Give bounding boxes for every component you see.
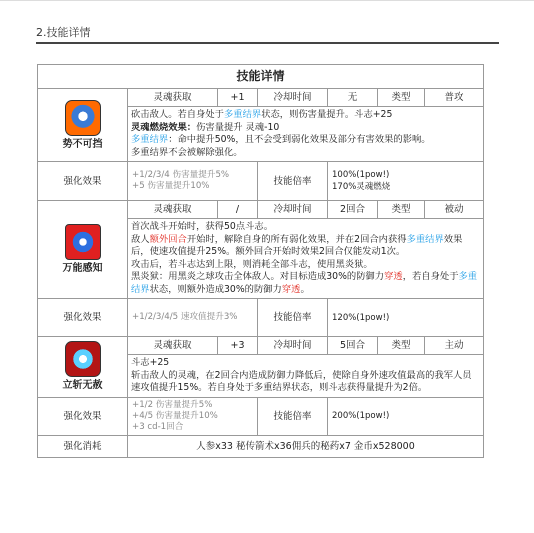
skill-2-enhance-label: 强化效果	[38, 299, 128, 337]
skill-1-cd-label: 冷却时间	[258, 89, 328, 107]
skill-2-enhance-effects	[128, 299, 258, 337]
text-span: 斗志+25	[131, 357, 170, 368]
line-item: 200%(1pow!)	[332, 411, 390, 421]
skill-2-header	[38, 201, 128, 299]
text-span: 多重结界不会被解除强化。	[131, 146, 243, 158]
text-span: 开始时，解除自身的所有弱化效果，并在2回合内获得	[186, 233, 407, 245]
section-title: 2.技能详情	[36, 26, 91, 39]
skill-detail-table	[37, 64, 484, 458]
line-item: 170%灵魂燃烧	[332, 182, 391, 192]
text-span: 斩击敌人的灵魂，在2回合内造成防御力降低后，使除自身外速攻值最高的我军人员速攻值提升15%。若自身处于多重结界状态，则斗志获得量提升为2倍。	[131, 369, 472, 393]
skill-1-rate-label: 技能倍率	[258, 162, 328, 201]
skill-2-icon	[65, 224, 101, 260]
skill-1-enhance-effects	[128, 162, 258, 201]
skill-3-cd-label: 冷却时间	[258, 337, 328, 355]
skill-2-cd-label: 冷却时间	[258, 201, 328, 219]
keyword-red: 额外回合	[149, 233, 187, 245]
skill-1-type-value: 普攻	[425, 89, 484, 107]
text-span: 砍击敌人。若自身处于	[131, 109, 224, 120]
skill-2-description	[128, 219, 484, 299]
description-line	[131, 122, 480, 135]
description-line	[131, 271, 480, 296]
line-item: +1/2/3/4/5 速攻值提升3%	[132, 312, 238, 322]
skill-2-rate-values	[328, 299, 484, 337]
line-item: +3 cd-1回合	[132, 421, 184, 432]
description-line	[131, 221, 480, 234]
line-item: 100%(1pow!)	[332, 170, 390, 180]
skill-3-icon	[65, 341, 101, 377]
keyword-red: 穿透	[384, 271, 403, 282]
skill-1-icon	[65, 100, 101, 136]
skill-3-enhance-effects	[128, 397, 258, 435]
keyword-blue: 多重结界	[406, 233, 444, 245]
skill-2-soul-value: /	[218, 201, 258, 219]
keyword-bold: 灵魂燃烧效果：	[131, 121, 197, 133]
skill-3-type-label: 类型	[378, 337, 425, 355]
skill-3-description	[128, 355, 484, 398]
cost-value: 人参x33 秘传箭术x36佣兵的秘药x7 金币x528000	[128, 435, 484, 457]
line-item: +1/2 伤害量提升5%	[132, 399, 213, 410]
skill-3-rate-label: 技能倍率	[258, 397, 328, 435]
skill-1-soul-label: 灵魂获取	[128, 89, 218, 107]
description-line	[131, 234, 480, 259]
description-line	[131, 370, 480, 395]
text-span: 敌人	[131, 233, 150, 245]
skill-1-soul-value: +1	[218, 89, 258, 107]
skill-3-type-value: 主动	[425, 337, 484, 355]
skill-3-soul-value: +3	[218, 337, 258, 355]
top-divider	[0, 0, 534, 6]
text-span: ：命中提升50%，且不会受到弱化效果及部分有害效果的影响。	[168, 134, 431, 145]
text-span: 。	[300, 283, 310, 295]
keyword-blue: 多重结界	[131, 271, 478, 295]
text-span: 效果后，使速攻值提升25%。额外回合开始时效果2回合仅能发动1次。	[131, 233, 463, 257]
skill-1-description	[128, 107, 484, 162]
description-line	[131, 357, 480, 370]
skill-2-type-value: 被动	[425, 201, 484, 219]
skill-3-enhance-label: 强化效果	[38, 397, 128, 435]
text-span: 攻击后，若斗志达到上限，则消耗全部斗志，使用黑炎狱。	[131, 258, 373, 270]
skill-1-header	[38, 89, 128, 162]
skill-2-name: 万能感知	[62, 263, 103, 274]
line-item: 120%(1pow!)	[332, 312, 390, 323]
keyword-blue: 多重结界	[223, 109, 262, 120]
skill-2-cd-value: 2回合	[328, 201, 378, 219]
keyword-blue: 多重结界	[131, 134, 169, 145]
skill-1-rate-values	[328, 162, 484, 201]
skill-3-cd-value: 5回合	[328, 337, 378, 355]
line-item: +1/2/3/4 伤害量提升5%	[132, 170, 230, 180]
text-span: 状态，则伤害量提升。斗志+25	[261, 109, 393, 120]
skill-3-header	[38, 337, 128, 398]
skill-1-type-label: 类型	[378, 89, 425, 107]
description-line	[131, 109, 480, 122]
text-span: 首次战斗开始时，获得50点斗志。	[131, 221, 273, 232]
text-span: 状态，则额外造成30%的防御力	[149, 283, 282, 295]
section-rule	[36, 42, 499, 44]
skill-1-enhance-label: 强化效果	[38, 162, 128, 201]
skill-3-rate-values	[328, 397, 484, 435]
description-line	[131, 259, 480, 272]
text-span: 黑炎狱：用黑炎之球攻击全体敌人。对目标造成30%的防御力	[131, 271, 385, 282]
cost-label: 强化消耗	[38, 435, 128, 457]
line-item: +5 伤害量提升10%	[132, 181, 210, 191]
description-line	[131, 147, 480, 160]
skill-1-cd-value: 无	[328, 89, 378, 107]
skill-2-soul-label: 灵魂获取	[128, 201, 218, 219]
text-span: ，若自身处于	[402, 271, 459, 282]
line-item: +4/5 伤害量提升10%	[132, 410, 218, 421]
text-span: 伤害量提升 灵魂-10	[196, 121, 280, 133]
skill-2-rate-label: 技能倍率	[258, 299, 328, 337]
table-title: 技能详情	[38, 65, 484, 89]
description-line	[131, 134, 480, 147]
skill-2-type-label: 类型	[378, 201, 425, 219]
keyword-red: 穿透	[281, 283, 301, 295]
skill-1-name: 势不可挡	[62, 138, 103, 150]
skill-3-soul-label: 灵魂获取	[128, 337, 218, 355]
skill-3-name: 立斩无赦	[62, 380, 103, 392]
